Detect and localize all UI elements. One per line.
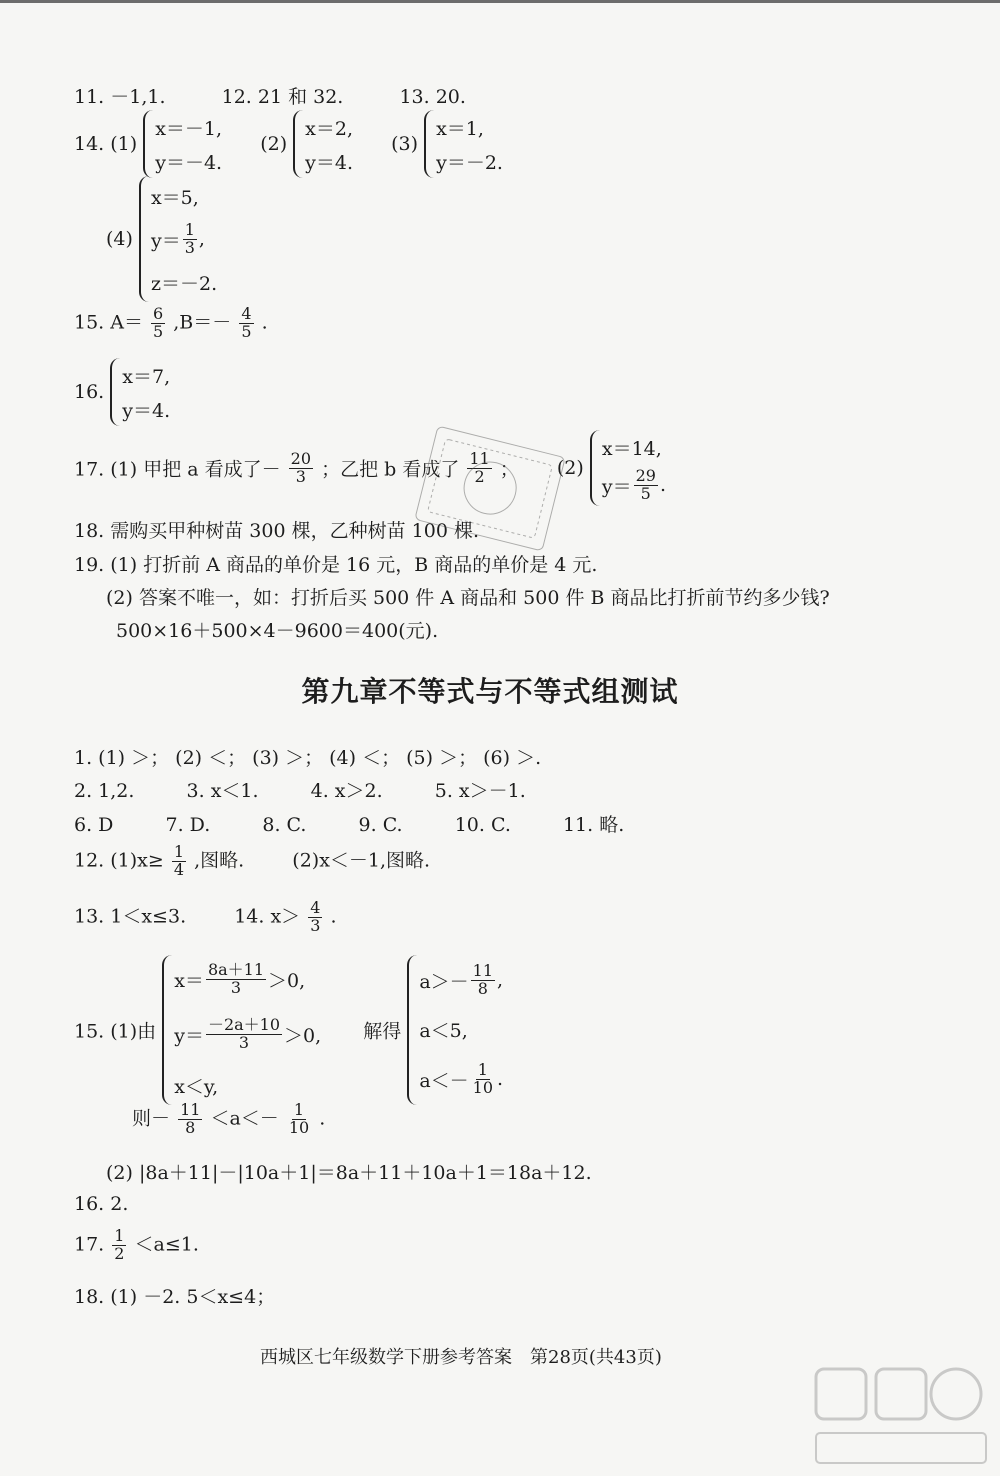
numerator: 11 <box>469 448 490 468</box>
text: ,图略. <box>194 849 245 872</box>
numerator: 1 <box>477 1059 488 1079</box>
denominator: 4 <box>173 859 185 879</box>
answer-17 <box>74 430 666 506</box>
answer-2: 2. 1,2. <box>74 780 135 802</box>
fraction <box>471 1059 495 1097</box>
answer-7: 7. D. <box>165 814 211 836</box>
answer-16 <box>74 358 170 426</box>
system-line: a＜5, <box>419 1019 468 1042</box>
text: . <box>330 905 337 928</box>
text: 14. x＞ <box>234 905 301 928</box>
system-line: x＝7, <box>122 365 171 388</box>
system-line: x＝14, <box>601 437 662 460</box>
answer-10: 10. C. <box>454 814 511 836</box>
numerator: 29 <box>635 465 656 485</box>
answer-19-1: 19. (1) 打折前 A 商品的单价是 16 元，B 商品的单价是 4 元. <box>74 554 598 576</box>
watermark-graphic <box>806 1361 996 1471</box>
inequality-system <box>162 955 321 1105</box>
denominator: 3 <box>310 915 321 935</box>
answer-14-3-label: (3) <box>391 133 419 155</box>
equation-system <box>110 358 170 426</box>
answer-19-2: (2) 答案不唯一，如：打折后买 500 件 A 商品和 500 件 B 商品比打折前节约多少钱? <box>106 587 830 609</box>
system-line: x＜y, <box>174 1075 219 1098</box>
answer-1: 1. (1) ＞； (2) ＜； (3) ＞； (4) ＜； (5) ＞； (6) ＞. <box>74 747 542 769</box>
text: (2)x＜－1,图略. <box>292 849 431 872</box>
answer-16-label: 16. <box>74 381 105 403</box>
numerator: 4 <box>310 898 321 917</box>
answer-15-1 <box>74 955 503 1105</box>
answer-11: 11. 略. <box>562 814 625 836</box>
system-line: x＝1, <box>436 117 484 140</box>
text: a＞－ <box>419 970 469 993</box>
text: 解得 <box>363 1020 402 1043</box>
answer-14-4 <box>106 176 217 302</box>
fraction <box>206 959 266 997</box>
page-top-edge <box>0 0 1000 3</box>
text: ＜a≤1. <box>134 1233 199 1256</box>
numerator: 11 <box>180 1100 201 1119</box>
text: . <box>497 1068 504 1090</box>
page-footer: 西城区七年级数学下册参考答案 第28页(共43页) <box>260 1347 662 1368</box>
system-line: x＝5, <box>150 186 199 209</box>
answer-13: 13. 1＜x≤3. <box>74 905 187 928</box>
fraction <box>239 306 253 341</box>
system-line: y＝4. <box>122 399 171 422</box>
text: 则－ <box>132 1107 171 1130</box>
text: , <box>497 969 504 991</box>
answer-18: 18. (1) －2. 5＜x≤4； <box>74 1286 276 1308</box>
denominator: 3 <box>238 1032 250 1052</box>
equation-system <box>139 176 217 302</box>
text: ＜a＜－ <box>210 1107 279 1130</box>
numerator: －2a＋10 <box>207 1014 281 1034</box>
answer-14-2-label: (2) <box>260 133 288 155</box>
equation-system <box>424 110 503 178</box>
answer-16: 16. 2. <box>74 1193 129 1215</box>
text: ；乙把 b 看成了 <box>321 458 460 481</box>
numerator: 4 <box>241 304 252 323</box>
answer-15-label: 15. (1)由 <box>74 1020 157 1043</box>
text: ＞0, <box>284 1024 322 1047</box>
denominator: 10 <box>288 1117 310 1137</box>
fraction <box>183 219 197 257</box>
text: , <box>198 228 205 250</box>
system-line <box>174 955 321 1003</box>
system-line: y＝4. <box>305 151 354 174</box>
system-line: z＝－2. <box>150 272 218 295</box>
system-line: x＝－1, <box>155 117 223 140</box>
system-line: x＝2, <box>305 117 353 140</box>
system-line <box>419 1053 503 1105</box>
answer-8: 8. C. <box>262 814 307 836</box>
numerator: 8a＋11 <box>207 959 265 979</box>
equation-system <box>143 110 222 178</box>
denominator: 10 <box>472 1077 494 1097</box>
answer-14-row1 <box>74 110 503 178</box>
denominator: 3 <box>230 977 242 997</box>
text: . <box>261 311 268 334</box>
text: y＝ <box>150 229 181 252</box>
answer-11: 11. －1,1. <box>74 86 166 108</box>
denominator: 5 <box>153 321 164 341</box>
denominator: 3 <box>184 237 195 257</box>
section-title: 第九章不等式与不等式组测试 <box>301 675 679 708</box>
fraction <box>206 1014 282 1052</box>
fraction <box>112 1228 126 1263</box>
inequality-system <box>407 955 503 1105</box>
denominator: 5 <box>640 483 651 503</box>
text: 12. (1)x≥ <box>74 849 164 872</box>
text: ； <box>499 458 519 481</box>
numerator: 1 <box>184 219 195 239</box>
denominator: 3 <box>295 466 306 486</box>
text: y＝ <box>174 1024 204 1047</box>
system-line <box>602 464 666 506</box>
system-line: y＝－4. <box>155 151 223 174</box>
numerator: 20 <box>290 448 312 468</box>
fraction <box>308 900 322 935</box>
answer-17-2-label: (2) <box>556 457 584 479</box>
text: 15. A＝ <box>74 311 143 334</box>
answer-18: 18. 需购买甲种树苗 300 棵，乙种树苗 100 棵. <box>74 520 479 542</box>
answer-3: 3. x＜1. <box>186 780 259 802</box>
denominator: 2 <box>474 466 485 486</box>
fraction <box>471 960 495 998</box>
denominator: 8 <box>477 978 488 998</box>
text: x＝ <box>174 969 204 992</box>
watermark-logo <box>806 1361 996 1471</box>
numerator: 11 <box>472 960 494 980</box>
answer-15-conclusion <box>132 1102 325 1137</box>
answer-line-13-14 <box>74 900 337 935</box>
system-line: y＝－2. <box>436 151 503 174</box>
numerator: 1 <box>114 1226 125 1245</box>
answer-14-4-label: (4) <box>106 228 133 250</box>
system-line <box>419 955 503 1005</box>
text: 17. <box>74 1233 105 1256</box>
answer-14-label: 14. (1) <box>74 133 138 155</box>
fraction <box>634 465 658 503</box>
answer-line-6-11 <box>74 810 624 837</box>
fraction <box>287 1102 311 1137</box>
text: . <box>659 474 666 496</box>
numerator: 1 <box>293 1100 305 1119</box>
fraction <box>172 844 186 879</box>
answer-line-11-13 <box>74 82 466 109</box>
answer-12 <box>74 844 430 879</box>
answer-15 <box>74 306 268 341</box>
fraction <box>289 448 313 486</box>
text: 17. (1) 甲把 a 看成了－ <box>74 458 281 481</box>
answer-6: 6. D <box>74 814 114 836</box>
answer-15-2: (2) |8a＋11|－|10a＋1|＝8a＋11＋10a＋1＝18a＋12. <box>106 1162 592 1184</box>
answer-9: 9. C. <box>358 814 403 836</box>
denominator: 5 <box>241 321 252 341</box>
answer-17 <box>74 1228 199 1263</box>
numerator: 1 <box>173 842 185 861</box>
text: a＜－ <box>419 1069 469 1092</box>
answer-4: 4. x＞2. <box>310 780 383 802</box>
text: ＞0, <box>268 969 306 992</box>
text: . <box>319 1107 326 1130</box>
system-line <box>174 1003 321 1065</box>
answer-13: 13. 20. <box>399 86 466 108</box>
equation-system <box>293 110 353 178</box>
answer-5: 5. x＞－1. <box>434 780 526 802</box>
system-line <box>151 216 217 262</box>
fraction <box>151 306 165 341</box>
denominator: 8 <box>185 1117 196 1137</box>
denominator: 2 <box>114 1243 125 1263</box>
text: ,B＝－ <box>173 311 232 334</box>
answer-19-3: 500×16＋500×4－9600＝400(元). <box>116 620 439 642</box>
fraction <box>178 1102 202 1137</box>
answer-line-2-5 <box>74 776 526 803</box>
answer-12: 12. 21 和 32. <box>221 86 344 108</box>
numerator: 6 <box>153 304 164 323</box>
equation-system <box>590 430 666 506</box>
text: y＝ <box>601 475 632 498</box>
